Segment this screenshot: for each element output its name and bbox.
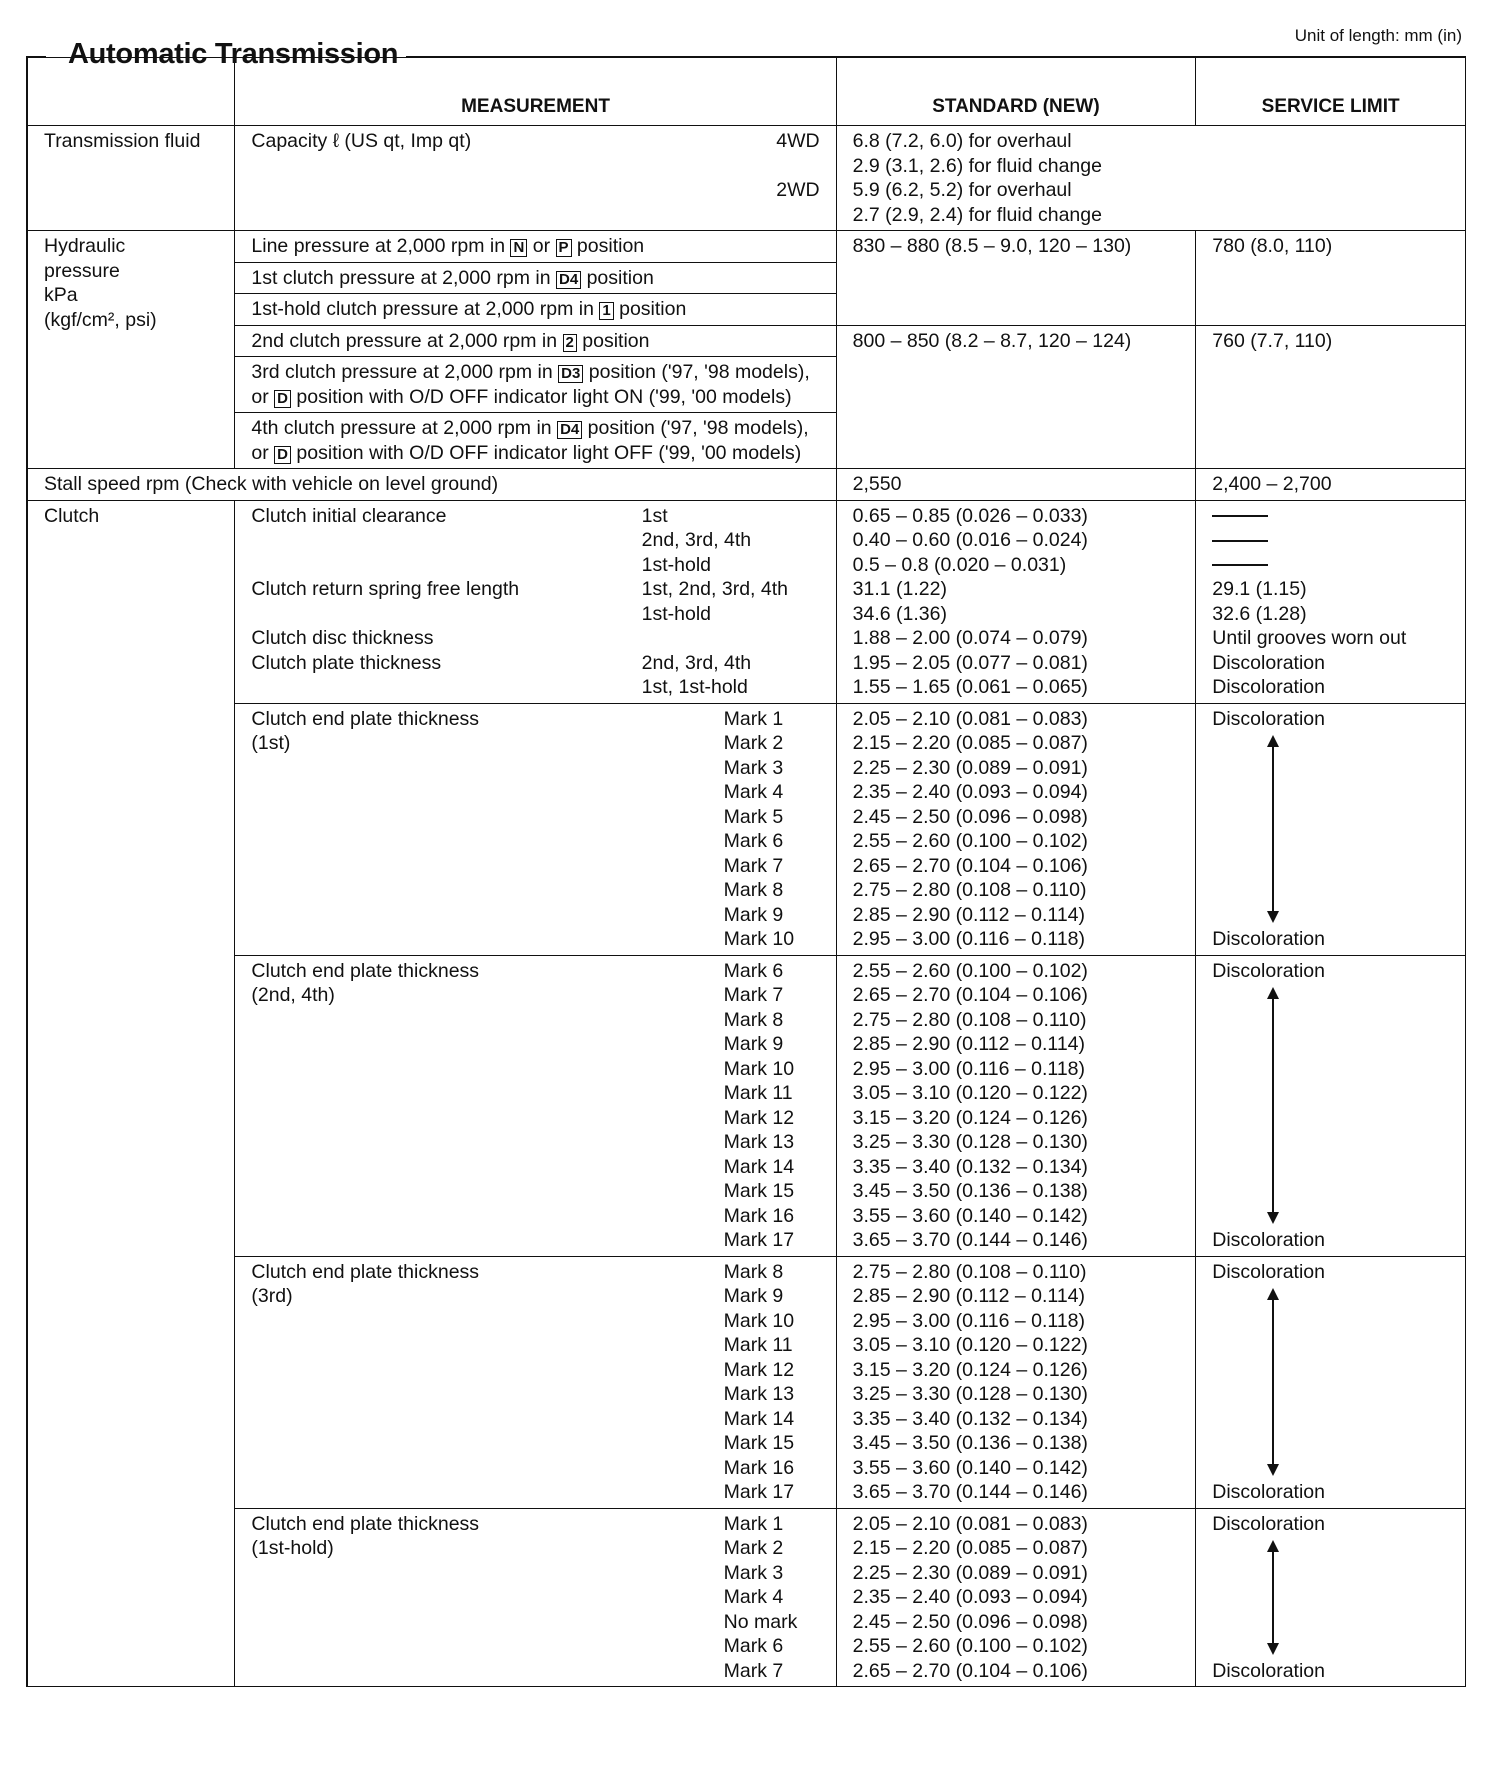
stall-lim: 2,400 – 2,700 [1196,469,1466,501]
unit-note: Unit of length: mm (in) [1294,26,1462,45]
end-plate-title: (3rd) [251,1285,293,1307]
clutch-measure-name: Clutch disc thickness [251,627,434,649]
limit-bottom-label: Discoloration [1212,928,1325,950]
p-key-icon: P [556,239,572,257]
clutch-std-value: 1.55 – 1.65 (0.061 – 0.065) [852,676,1088,698]
mark-std-value: 3.35 – 3.40 (0.132 – 0.134) [852,1155,1088,1178]
mark-label: Mark 2 [723,1537,784,1559]
mark-std-value: 2.35 – 2.40 (0.093 – 0.094) [852,781,1088,803]
clutch-measure-name [251,675,641,700]
page-title: Automatic Transmission [68,38,404,71]
end-plate-title: Clutch end plate thickness [251,707,480,730]
fluid-label: Transmission fluid [27,126,235,231]
d-key-icon: D [274,446,291,464]
end-plate-std [836,1256,1196,1508]
range-arrow-icon [1272,1542,1274,1653]
mark-std-value: 2.15 – 2.20 (0.085 – 0.087) [852,1537,1088,1559]
clutch-limit-value: Discoloration [1212,651,1325,674]
end-plate-title [251,1659,723,1684]
end-plate-lim [1196,703,1466,955]
range-arrow-icon [1272,989,1274,1222]
limit-bottom-label: Discoloration [1212,1659,1325,1682]
end-plate-title [251,1333,723,1358]
end-plate-title: Clutch end plate thickness [251,1512,480,1535]
mark-label: Mark 16 [723,1456,795,1479]
hydraulic-measure: 3rd clutch pressure at 2,000 rpm in D3 position ('97, '98 models), or D position with O/D OFF indicator light ON ('99, '00 models) [235,357,836,413]
hydraulic-label-line: (kgf/cm², psi) [44,308,157,331]
end-plate-title [251,1561,723,1586]
end-plate-lim [1196,1508,1466,1687]
hydraulic-label [27,231,235,469]
not-applicable-dash [1212,504,1449,529]
limit-bottom-label: Discoloration [1212,1229,1325,1251]
mark-label: Mark 11 [723,1082,793,1104]
end-plate-title [251,1130,723,1155]
two-key-icon: 2 [563,334,577,352]
d3-key-icon: D3 [558,365,583,383]
hydraulic-measure: 2nd clutch pressure at 2,000 rpm in 2 position [235,325,836,357]
end-plate-title [251,1032,723,1057]
end-plate-title [251,854,723,879]
end-plate-title [251,1179,723,1204]
end-plate-title [251,1634,723,1659]
end-plate-title [251,1407,723,1432]
mark-label: Mark 8 [723,1260,784,1283]
fluid-std-line: 2.9 (3.1, 2.6) for fluid change [852,154,1102,177]
mark-std-value: 3.55 – 3.60 (0.140 – 0.142) [852,1204,1088,1227]
fluid-std-line: 5.9 (6.2, 5.2) for overhaul [852,179,1072,201]
end-plate-title [251,1155,723,1180]
end-plate-title [251,1057,723,1082]
end-plate-title [251,1204,723,1229]
clutch-basic-std [836,500,1196,703]
hydraulic-label-line: Hydraulic [44,235,126,257]
mark-std-value: 3.45 – 3.50 (0.136 – 0.138) [852,1432,1088,1454]
mark-label: Mark 6 [723,959,784,982]
mark-label: Mark 6 [723,1635,784,1657]
end-plate-title: (1st) [251,732,291,754]
hydraulic-measure: 4th clutch pressure at 2,000 rpm in D4 position ('97, '98 models), or D position with O/D OFF indicator light OFF ('99, '00 models) [235,413,836,469]
mark-std-value: 2.85 – 2.90 (0.112 – 0.114) [852,1285,1086,1307]
spec-table [26,57,1466,1687]
clutch-measure-key: 1st-hold [641,553,712,576]
limit-top-label: Discoloration [1212,707,1325,730]
end-plate-title [251,1309,723,1334]
mark-std-value: 3.25 – 3.30 (0.128 – 0.130) [852,1383,1088,1405]
clutch-label: Clutch [27,500,235,1687]
not-applicable-dash [1212,528,1449,553]
mark-std-value: 2.65 – 2.70 (0.104 – 0.106) [852,854,1088,877]
mark-std-value: 2.45 – 2.50 (0.096 – 0.098) [852,1610,1088,1633]
mark-label: Mark 15 [723,1180,795,1202]
end-plate-row [27,1508,1466,1687]
mark-std-value: 3.35 – 3.40 (0.132 – 0.134) [852,1407,1088,1430]
fluid-capacity-label: Capacity ℓ (US qt, Imp qt) [251,130,472,152]
clutch-basic-measure [235,500,836,703]
limit-bottom-label: Discoloration [1212,1481,1325,1503]
clutch-std-value: 0.65 – 0.85 (0.026 – 0.033) [852,504,1088,527]
hydraulic-measure: 1st clutch pressure at 2,000 rpm in D4 position [235,262,836,294]
clutch-measure-key: 1st-hold [641,602,712,625]
dash-mark [1212,540,1268,542]
end-plate-title [251,927,723,952]
mark-label: Mark 7 [723,984,784,1006]
clutch-measure-name [251,528,641,553]
end-plate-std [836,1508,1196,1687]
hydraulic-row-1 [27,231,1466,263]
mark-label: Mark 8 [723,879,784,901]
clutch-basic-lim [1196,500,1466,703]
end-plate-title [251,1585,723,1610]
mark-std-value: 2.65 – 2.70 (0.104 – 0.106) [852,1659,1088,1682]
mark-std-value: 2.75 – 2.80 (0.108 – 0.110) [852,879,1087,901]
header-blank [27,58,235,126]
mark-std-value: 2.95 – 3.00 (0.116 – 0.118) [852,1057,1086,1080]
mark-label: Mark 17 [723,1229,795,1251]
end-plate-row [27,1256,1466,1508]
mark-label: Mark 14 [723,1155,795,1178]
end-plate-title [251,1106,723,1131]
clutch-measure-name [251,553,641,578]
mark-std-value: 2.45 – 2.50 (0.096 – 0.098) [852,805,1088,828]
mark-label: Mark 17 [723,1481,795,1503]
end-plate-title [251,805,723,830]
mark-label: Mark 4 [723,1586,784,1608]
mark-std-value: 3.65 – 3.70 (0.144 – 0.146) [852,1481,1088,1503]
hydraulic-lim-1: 780 (8.0, 110) [1196,231,1466,326]
mark-label: Mark 3 [723,756,784,779]
n-key-icon: N [510,239,527,257]
mark-label: Mark 10 [723,1309,795,1332]
clutch-measure-key [642,626,820,651]
mark-label: Mark 12 [723,1358,795,1381]
clutch-limit-value: 32.6 (1.28) [1212,602,1307,625]
range-arrow-icon [1272,737,1274,921]
not-applicable-dash [1212,553,1449,578]
clutch-limit-value: Discoloration [1212,676,1325,698]
fluid-std-line: 2.7 (2.9, 2.4) for fluid change [852,203,1102,226]
end-plate-title: Clutch end plate thickness [251,1260,480,1283]
mark-std-value: 2.55 – 2.60 (0.100 – 0.102) [852,830,1088,852]
end-plate-title [251,756,723,781]
end-plate-title [251,1431,723,1456]
mark-std-value: 2.85 – 2.90 (0.112 – 0.114) [852,903,1086,926]
mark-std-value: 2.65 – 2.70 (0.104 – 0.106) [852,984,1088,1006]
mark-label: Mark 12 [723,1106,795,1129]
fluid-2wd: 2WD [776,179,820,201]
header-measurement: MEASUREMENT [235,58,836,126]
limit-top-label: Discoloration [1212,1512,1325,1535]
mark-std-value: 2.95 – 3.00 (0.116 – 0.118) [852,1309,1086,1332]
mark-label: Mark 13 [723,1131,795,1153]
limit-top-label: Discoloration [1212,1260,1325,1283]
clutch-std-value: 1.95 – 2.05 (0.077 – 0.081) [852,651,1088,674]
mark-label: Mark 11 [723,1334,793,1356]
mark-label: Mark 5 [723,805,784,828]
mark-std-value: 2.25 – 2.30 (0.089 – 0.091) [852,756,1088,779]
hydraulic-label-line: kPa [44,284,78,306]
mark-std-value: 2.05 – 2.10 (0.081 – 0.083) [852,1512,1088,1535]
end-plate-title [251,829,723,854]
range-arrow-icon [1272,1290,1274,1474]
header-standard: STANDARD (NEW) [836,58,1196,126]
mark-label: No mark [723,1610,798,1633]
mark-std-value: 2.25 – 2.30 (0.089 – 0.091) [852,1561,1088,1584]
header-row [27,58,1466,126]
end-plate-title [251,878,723,903]
d4-key-icon: D4 [557,421,582,439]
mark-label: Mark 3 [723,1561,784,1584]
mark-label: Mark 16 [723,1204,795,1227]
clutch-measure-key: 1st, 1st-hold [641,676,748,698]
mark-std-value: 2.75 – 2.80 (0.108 – 0.110) [852,1260,1087,1283]
clutch-measure-name: Clutch plate thickness [251,651,442,674]
mark-std-value: 3.15 – 3.20 (0.124 – 0.126) [852,1358,1088,1381]
mark-label: Mark 1 [723,1512,784,1535]
end-plate-lim [1196,1256,1466,1508]
mark-std-value: 3.65 – 3.70 (0.144 – 0.146) [852,1229,1088,1251]
mark-std-value: 3.25 – 3.30 (0.128 – 0.130) [852,1131,1088,1153]
mark-label: Mark 7 [723,1659,784,1682]
mark-std-value: 2.75 – 2.80 (0.108 – 0.110) [852,1008,1087,1031]
end-plate-title [251,1610,723,1635]
clutch-measure-name: Clutch return spring free length [251,578,520,600]
clutch-std-value: 1.88 – 2.00 (0.074 – 0.079) [852,627,1088,649]
mark-label: Mark 2 [723,732,784,754]
end-plate-title [251,1456,723,1481]
fluid-4wd: 4WD [776,130,820,152]
stall-std: 2,550 [836,469,1196,501]
hydraulic-row-4 [27,325,1466,357]
clutch-measure-key: 2nd, 3rd, 4th [641,529,752,551]
mark-label: Mark 6 [723,830,784,852]
end-plate-row [27,955,1466,1256]
clutch-measure-key: 1st [641,504,668,527]
stall-label: Stall speed rpm (Check with vehicle on level ground) [27,469,836,501]
mark-std-value: 3.45 – 3.50 (0.136 – 0.138) [852,1180,1088,1202]
end-plate-title: (2nd, 4th) [251,984,335,1006]
clutch-measure-key: 1st, 2nd, 3rd, 4th [641,578,788,600]
mark-std-value: 2.05 – 2.10 (0.081 – 0.083) [852,707,1088,730]
end-plate-title [251,1228,723,1253]
mark-std-value: 2.95 – 3.00 (0.116 – 0.118) [852,928,1086,950]
mark-label: Mark 13 [723,1383,795,1405]
hydraulic-std-1: 830 – 880 (8.5 – 9.0, 120 – 130) [836,231,1196,326]
end-plate-lim [1196,955,1466,1256]
end-plate-title [251,903,723,928]
mark-std-value: 2.55 – 2.60 (0.100 – 0.102) [852,959,1088,982]
clutch-measure-name [251,602,641,627]
dash-mark [1212,564,1268,566]
end-plate-title [251,1358,723,1383]
end-plate-std [836,955,1196,1256]
end-plate-title: Clutch end plate thickness [251,959,480,982]
hydraulic-measure: 1st-hold clutch pressure at 2,000 rpm in 1 position [235,294,836,326]
mark-label: Mark 10 [723,928,795,950]
hydraulic-label-line: pressure [44,259,120,282]
dash-mark [1212,515,1268,517]
clutch-basic-row [27,500,1466,703]
d4-key-icon: D4 [556,271,581,289]
mark-label: Mark 15 [723,1432,795,1454]
end-plate-std [836,703,1196,955]
clutch-std-value: 34.6 (1.36) [852,602,947,625]
mark-std-value: 3.15 – 3.20 (0.124 – 0.126) [852,1106,1088,1129]
end-plate-title: (1st-hold) [251,1537,334,1559]
mark-std-value: 2.55 – 2.60 (0.100 – 0.102) [852,1635,1088,1657]
end-plate-title [251,1382,723,1407]
hydraulic-lim-2: 760 (7.7, 110) [1196,325,1466,469]
fluid-measure [235,126,836,231]
clutch-std-value: 0.40 – 0.60 (0.016 – 0.024) [852,529,1088,551]
clutch-measure-key: 2nd, 3rd, 4th [641,651,752,674]
mark-label: Mark 9 [723,1285,784,1307]
mark-label: Mark 9 [723,903,784,926]
end-plate-title [251,1081,723,1106]
clutch-std-value: 31.1 (1.22) [852,578,947,600]
clutch-std-value: 0.5 – 0.8 (0.020 – 0.031) [852,553,1067,576]
mark-std-value: 3.05 – 3.10 (0.120 – 0.122) [852,1334,1088,1356]
mark-label: Mark 9 [723,1033,784,1055]
mark-std-value: 3.55 – 3.60 (0.140 – 0.142) [852,1456,1088,1479]
end-plate-measure [235,703,836,955]
clutch-limit-value: Until grooves worn out [1212,627,1407,649]
end-plate-measure [235,1508,836,1687]
hydraulic-std-2: 800 – 850 (8.2 – 8.7, 120 – 124) [836,325,1196,469]
mark-label: Mark 7 [723,854,784,877]
clutch-limit-value: 29.1 (1.15) [1212,578,1307,600]
mark-label: Mark 1 [723,707,784,730]
mark-label: Mark 14 [723,1407,795,1430]
clutch-measure-name: Clutch initial clearance [251,504,447,527]
fluid-row [27,126,1466,231]
end-plate-title [251,1480,723,1505]
limit-top-label: Discoloration [1212,959,1325,982]
end-plate-measure [235,955,836,1256]
d-key-icon: D [274,390,291,408]
end-plate-title [251,1008,723,1033]
stall-row [27,469,1466,501]
mark-label: Mark 10 [723,1057,795,1080]
mark-label: Mark 8 [723,1008,784,1031]
mark-std-value: 3.05 – 3.10 (0.120 – 0.122) [852,1082,1088,1104]
end-plate-measure [235,1256,836,1508]
one-key-icon: 1 [599,302,613,320]
mark-std-value: 2.15 – 2.20 (0.085 – 0.087) [852,732,1088,754]
end-plate-row [27,703,1466,955]
hydraulic-measure: Line pressure at 2,000 rpm in N or P position [235,231,836,263]
mark-label: Mark 4 [723,781,784,803]
mark-std-value: 2.35 – 2.40 (0.093 – 0.094) [852,1586,1088,1608]
mark-std-value: 2.85 – 2.90 (0.112 – 0.114) [852,1033,1086,1055]
fluid-std-line: 6.8 (7.2, 6.0) for overhaul [852,130,1072,152]
fluid-standard [836,126,1465,231]
header-service-limit: SERVICE LIMIT [1196,58,1466,126]
end-plate-title [251,780,723,805]
